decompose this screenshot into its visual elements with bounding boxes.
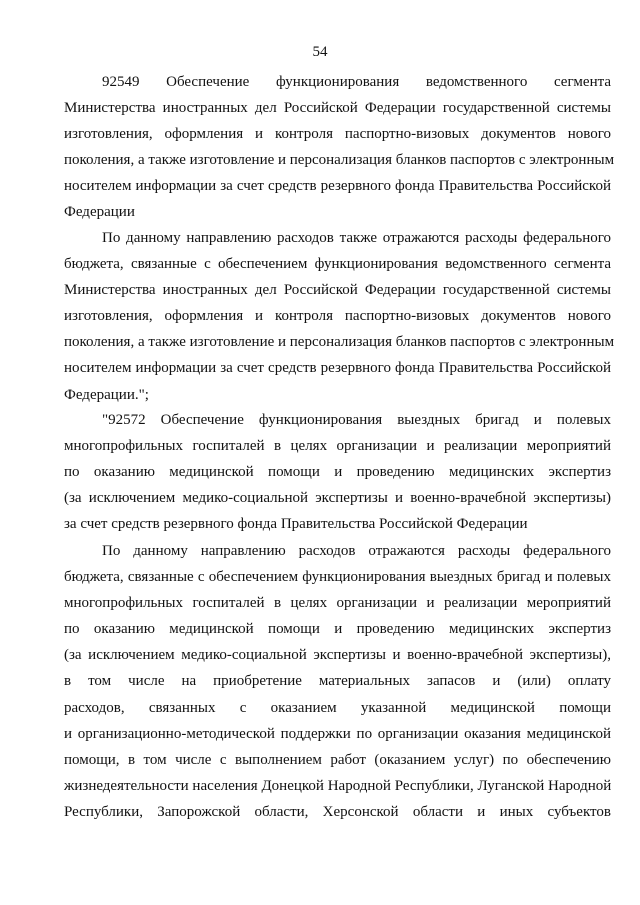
text-line: бюджета, связанные с обеспечением функционирования выездных бригад и полевых: [64, 569, 611, 586]
paragraph-92572-title: [64, 407, 611, 537]
text-line: и организационно-методической поддержки по организации оказания медицинской: [64, 725, 611, 742]
text-line: жизнедеятельности населения Донецкой Народной Республики, Луганской Народной: [64, 777, 612, 794]
text-line: многопрофильных госпиталей в целях организации и реализации мероприятий: [64, 438, 611, 455]
text-line: по оказанию медицинской помощи и проведению медицинских экспертиз: [64, 464, 611, 481]
text-line: по оказанию медицинской помощи и проведению медицинских экспертиз: [64, 621, 611, 638]
text-line: поколения, а также изготовление и персонализация бланков паспортов с электронным: [64, 334, 615, 351]
text-line: изготовления, оформления и контроля паспортно-визовых документов нового: [64, 126, 611, 143]
text-line: носителем информации за счет средств резервного фонда Правительства Российской: [64, 178, 611, 195]
text-line: Федерации.";: [64, 386, 149, 403]
text-line: помощи, в том числе с выполнением работ (оказанием услуг) по обеспечению: [64, 751, 611, 768]
text-line: носителем информации за счет средств резервного фонда Правительства Российской: [64, 360, 611, 377]
text-line: расходов, связанных с оказанием указанной медицинской помощи: [64, 699, 611, 716]
text-line: Федерации: [64, 204, 135, 221]
text-line: изготовления, оформления и контроля паспортно-визовых документов нового: [64, 308, 611, 325]
text-line: Министерства иностранных дел Российской Федерации государственной системы: [64, 100, 611, 117]
text-line: 92549 Обеспечение функционирования ведомственного сегмента: [102, 74, 611, 90]
paragraph-92549-description: [64, 225, 615, 408]
text-line: Министерства иностранных дел Российской Федерации государственной системы: [64, 282, 611, 299]
text-line: По данному направлению расходов также отражаются расходы федерального: [102, 230, 611, 246]
page-number: 54: [312, 44, 328, 60]
text-line: бюджета, связанные с обеспечением функционирования ведомственного сегмента: [64, 256, 611, 273]
text-line: (за исключением медико-социальной экспертизы и военно-врачебной экспертизы),: [64, 647, 611, 664]
text-line: "92572 Обеспечение функционирования выездных бригад и полевых: [102, 412, 611, 428]
paragraph-92572-description: [64, 538, 611, 825]
paragraph-92549-title: [64, 69, 615, 226]
text-line: в том числе на приобретение материальных запасов и (или) оплату: [64, 673, 611, 690]
text-line: за счет средств резервного фонда Правительства Российской Федерации: [64, 516, 528, 533]
text-line: По данному направлению расходов отражаются расходы федерального: [102, 543, 611, 559]
text-line: (за исключением медико-социальной экспертизы и военно-врачебной экспертизы): [64, 490, 611, 507]
text-line: многопрофильных госпиталей в целях организации и реализации мероприятий: [64, 595, 611, 612]
text-line: поколения, а также изготовление и персонализация бланков паспортов с электронным: [64, 152, 615, 169]
text-line: Республики, Запорожской области, Херсонской области и иных субъектов: [64, 803, 611, 820]
